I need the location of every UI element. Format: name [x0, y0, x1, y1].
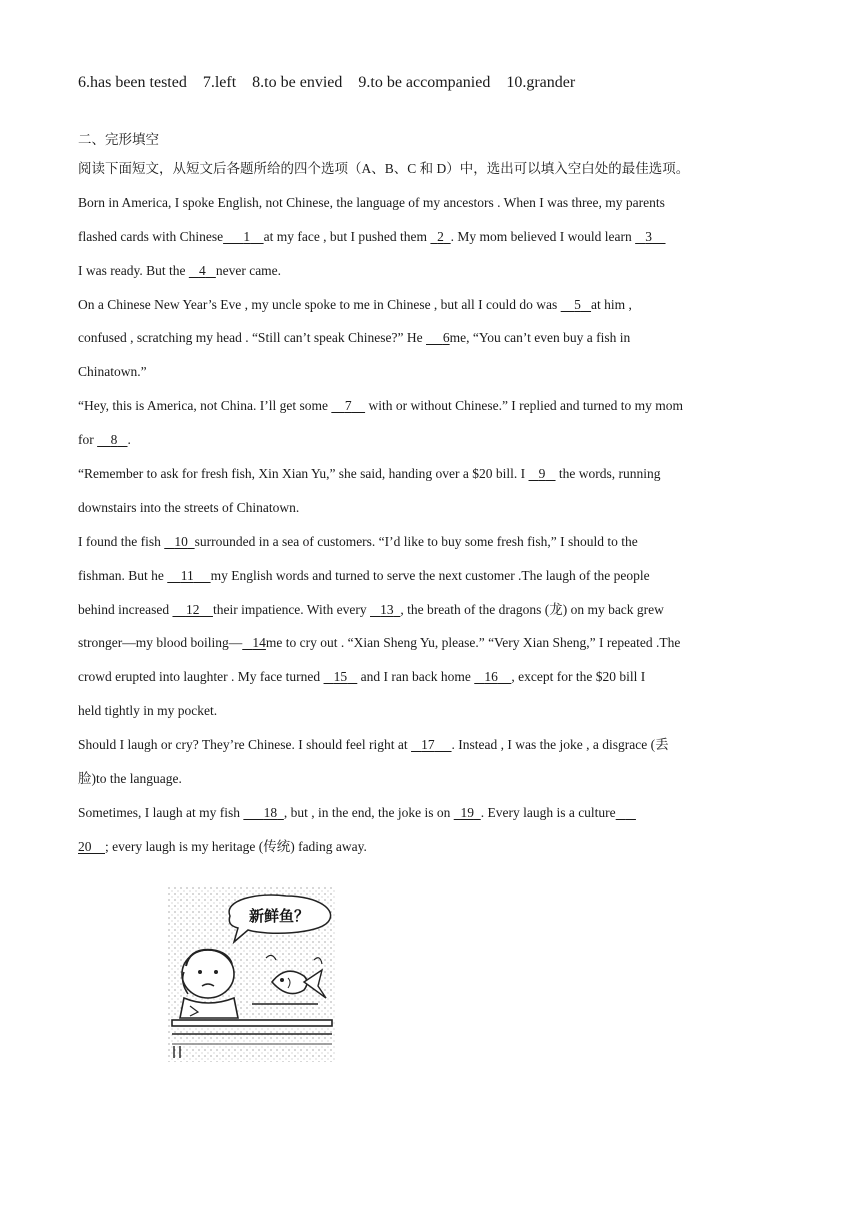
- passage-text: Chinatown.”: [78, 364, 147, 380]
- passage-line: [78, 660, 784, 694]
- passage-text: me to cry out . “Xian Sheng Yu, please.” “Very Xian Sheng,” I repeated .The: [265, 635, 681, 651]
- passage-text: surrounded in a sea of customers. “I’d like to buy some fresh fish,” I should to the: [194, 533, 638, 549]
- passage-line: [78, 559, 784, 593]
- section-title: 二、完形填空: [78, 132, 159, 147]
- passage-text: “Remember to ask for fresh fish, Xin Xian Yu,” she said, handing over a $20 bill. I: [78, 466, 529, 482]
- passage-text: held tightly in my pocket.: [78, 703, 218, 719]
- passage-line: [78, 830, 784, 864]
- blank-number: 9: [538, 466, 546, 482]
- passage-line: [78, 491, 784, 525]
- passage-text: Sometimes, I laugh at my fish: [78, 804, 244, 820]
- blank-number: 10: [174, 533, 188, 549]
- blank-number: 12: [185, 601, 200, 617]
- passage-line: [78, 355, 784, 389]
- passage-text: stronger—my blood boiling—: [78, 635, 243, 651]
- passage-lines: [78, 186, 784, 864]
- passage-text: crowd erupted into laughter . My face turned: [78, 669, 324, 685]
- passage-text: my English words and turned to serve the next customer .The laugh of the people: [210, 567, 650, 583]
- passage-text: Born in America, I spoke English, not Chinese, the language of my ancestors . When I was three, my parents: [78, 194, 665, 210]
- passage-text: . Instead , I was the joke , a disgrace (丢: [451, 737, 669, 753]
- answer-key-line: 6.has been tested 7.left 8.to be envied 9.to be accompanied 10.grander: [78, 74, 576, 91]
- blank-20: [78, 839, 105, 854]
- passage-text: , but , in the end, the joke is on: [283, 804, 454, 820]
- passage-line: [78, 694, 784, 728]
- passage-line: [78, 389, 784, 423]
- blank-15: [324, 669, 358, 684]
- cartoon-drawing: [168, 886, 336, 1062]
- blank-18: [243, 805, 284, 820]
- cloze-passage: [78, 152, 784, 864]
- passage-line: [78, 321, 784, 355]
- passage-text: behind increased: [78, 601, 173, 617]
- passage-line: [78, 288, 784, 322]
- passage-text: , the breath of the dragons (龙) on my back grew: [400, 601, 664, 617]
- passage-text: . Every laugh is a culture: [480, 804, 616, 820]
- passage-line: [78, 525, 784, 559]
- blank-number: 4: [198, 262, 206, 278]
- passage-line: [78, 457, 784, 491]
- blank-: [616, 805, 636, 820]
- passage-line: [78, 626, 784, 660]
- passage-text: 脸)to the language.: [78, 771, 182, 787]
- blank-6: [426, 330, 450, 345]
- blank-number: 18: [263, 804, 278, 820]
- passage-text: and I ran back home: [357, 669, 475, 685]
- passage-text: me, “You can’t even buy a fish in: [449, 330, 631, 346]
- blank-8: [97, 432, 127, 447]
- blank-number: 13: [380, 601, 394, 617]
- blank-11: [167, 568, 210, 583]
- passage-text: fishman. But he: [78, 567, 168, 583]
- passage-text: Should I laugh or cry? They’re Chinese. I should feel right at: [78, 737, 412, 753]
- passage-line: [78, 762, 784, 796]
- passage-line: [78, 220, 784, 254]
- blank-number: 2: [437, 228, 444, 244]
- passage-text: “Hey, this is America, not China. I’ll get some: [78, 398, 332, 414]
- blank-number: 6: [442, 330, 450, 346]
- blank-number: 14: [252, 635, 266, 651]
- cartoon-illustration: [168, 886, 336, 1062]
- passage-line: [78, 796, 784, 830]
- instructions: 阅读下面短文，从短文后各题所给的四个选项（A、B、C 和 D）中，选出可以填入空白处的最佳选项。: [78, 161, 690, 176]
- passage-text: .: [127, 432, 131, 448]
- blank-16: [474, 669, 511, 684]
- blank-10: [164, 534, 194, 549]
- passage-text: ; every laugh is my heritage (传统) fading away.: [105, 838, 367, 854]
- passage-text: I was ready. But the: [78, 262, 189, 278]
- blank-14: [242, 635, 266, 650]
- blank-number: 19: [460, 804, 474, 820]
- passage-line: [78, 593, 784, 627]
- passage-line: [78, 728, 784, 762]
- blank-number: 8: [110, 432, 118, 448]
- blank-number: 3: [645, 228, 653, 244]
- passage-line: [78, 186, 784, 220]
- passage-text: at him ,: [591, 296, 632, 312]
- blank-13: [370, 602, 400, 617]
- blank-3: [635, 229, 665, 244]
- passage-text: their impatience. With every: [212, 601, 370, 617]
- passage-text: I found the fish: [78, 533, 165, 549]
- passage-text: with or without Chinese.” I replied and turned to my mom: [365, 398, 684, 414]
- passage-text: confused , scratching my head . “Still can’t speak Chinese?” He: [78, 330, 427, 346]
- blank-number: 11: [180, 567, 194, 583]
- blank-19: [454, 805, 481, 820]
- blank-number: 7: [344, 398, 352, 414]
- passage-text: at my face , but I pushed them: [263, 228, 431, 244]
- passage-text: for: [78, 432, 98, 448]
- counter-top: [172, 1020, 332, 1026]
- passage-text: the words, running: [555, 466, 661, 482]
- blank-number: 15: [333, 669, 348, 685]
- speech-bubble-text: 新鲜鱼？: [248, 907, 310, 925]
- passage-line: [78, 254, 784, 288]
- blank-9: [529, 466, 556, 481]
- blank-17: [411, 737, 452, 752]
- passage-text: . My mom believed I would learn: [450, 228, 636, 244]
- passage-text: , except for the $20 bill I: [511, 669, 646, 685]
- passage-text: downstairs into the streets of Chinatown.: [78, 499, 300, 515]
- blank-4: [189, 263, 216, 278]
- blank-number: 20: [78, 838, 92, 854]
- blank-2: [430, 229, 450, 244]
- blank-1: [223, 229, 264, 244]
- passage-text: flashed cards with Chinese: [78, 228, 224, 244]
- blank-number: 17: [421, 737, 435, 753]
- blank-5: [561, 297, 591, 312]
- blank-number: 1: [243, 228, 251, 244]
- blank-number: 5: [574, 296, 581, 312]
- passage-text: never came.: [215, 262, 282, 278]
- blank-number: 16: [484, 669, 498, 685]
- passage-line: [78, 423, 784, 457]
- blank-7: [331, 398, 365, 413]
- passage-text: On a Chinese New Year’s Eve , my uncle spoke to me in Chinese , but all I could do was: [78, 296, 561, 312]
- blank-12: [172, 602, 213, 617]
